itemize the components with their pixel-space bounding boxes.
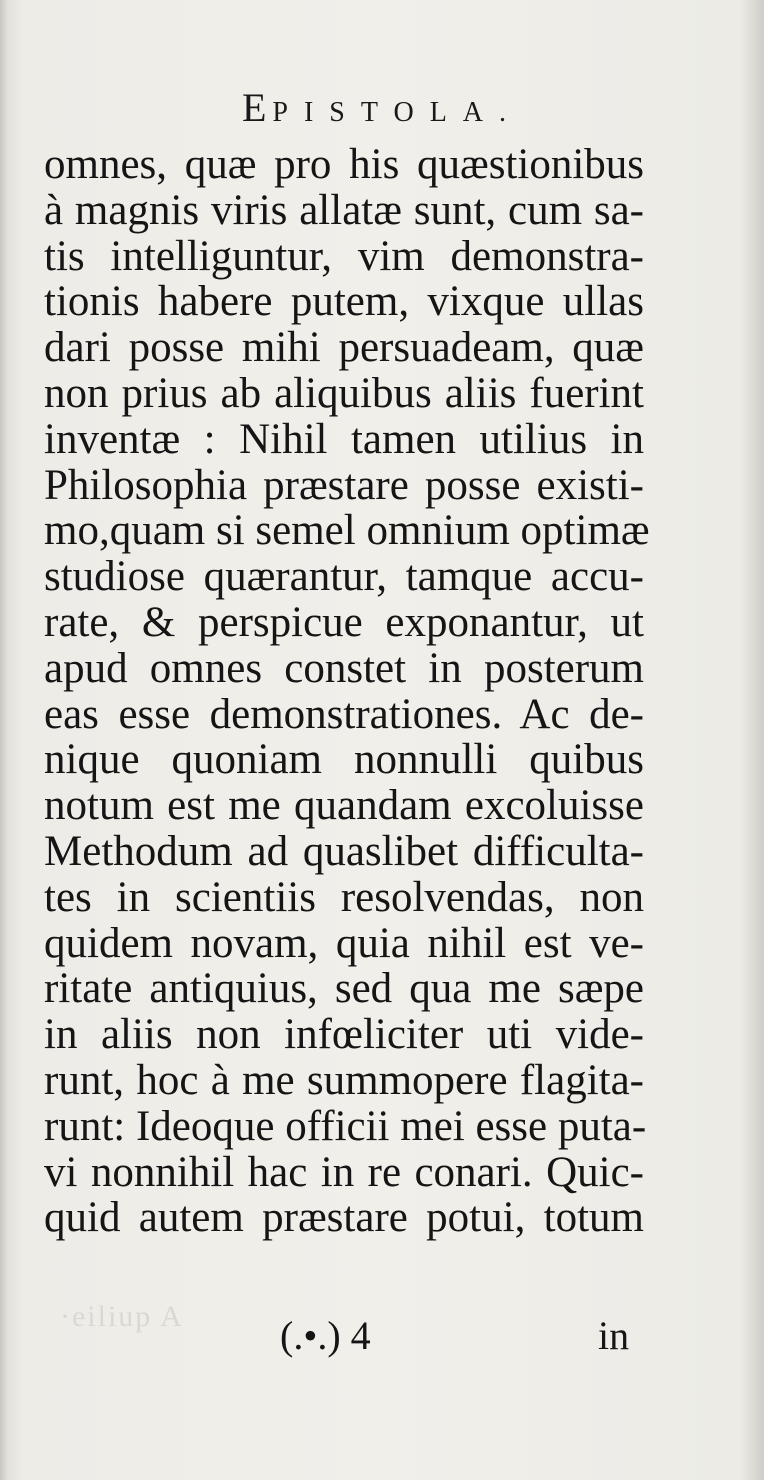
text-line: rate, & perspicue exponantur, ut bbox=[44, 598, 644, 646]
text-line: inventæ : Nihil tamen utilius in bbox=[44, 415, 644, 463]
text-line: runt: Ideoque officii mei esse puta- bbox=[44, 1102, 647, 1150]
text-line: à magnis viris allatæ sunt, cum sa- bbox=[44, 186, 644, 234]
text-line: runt, hoc à me summopere flagita- bbox=[44, 1056, 644, 1104]
running-head-rest: PISTOLA. bbox=[272, 97, 523, 128]
text-line: dari posse mihi persuadeam, quæ bbox=[44, 324, 644, 372]
text-line: notum est me quandam excoluisse bbox=[44, 782, 644, 830]
running-head bbox=[0, 84, 764, 131]
text-line: quidem novam, quia nihil est ve- bbox=[44, 919, 644, 967]
text-line: tionis habere putem, vixque ullas bbox=[44, 278, 644, 326]
signature-mark: (.•.) 4 bbox=[280, 1313, 371, 1358]
text-line: Philosophia præstare posse existi- bbox=[44, 461, 644, 509]
text-line: nique quoniam nonnulli quibus bbox=[44, 736, 644, 784]
text-line: tes in scientiis resolvendas, non bbox=[44, 873, 644, 921]
show-through-text: ·eiliup A bbox=[60, 1300, 184, 1333]
text-line: vi nonnihil hac in re conari. Quic- bbox=[44, 1148, 644, 1196]
text-line: tis intelliguntur, vim demonstra- bbox=[44, 232, 644, 280]
body-text bbox=[44, 141, 650, 1242]
page-footer bbox=[0, 1312, 764, 1362]
text-line: ritate antiquius, sed qua me sæpe bbox=[44, 965, 644, 1013]
running-head-initial: E bbox=[241, 85, 273, 130]
text-line: mo,quam si semel omnium optimæ bbox=[44, 507, 650, 555]
text-line: studiose quærantur, tamque accu- bbox=[44, 553, 644, 601]
catchword: in bbox=[598, 1313, 630, 1358]
text-line: apud omnes constet in posterum bbox=[44, 644, 644, 692]
text-line: in aliis non infœliciter uti vide- bbox=[44, 1011, 644, 1059]
text-line: eas esse demonstrationes. Ac de- bbox=[44, 690, 644, 738]
text-line: quid autem præstare potui, totum bbox=[44, 1194, 644, 1242]
text-line: non prius ab aliquibus aliis fuerint bbox=[44, 369, 644, 417]
text-line: omnes, quæ pro his quæstionibus bbox=[44, 141, 644, 188]
text-line: Methodum ad quaslibet difficulta- bbox=[44, 827, 644, 875]
